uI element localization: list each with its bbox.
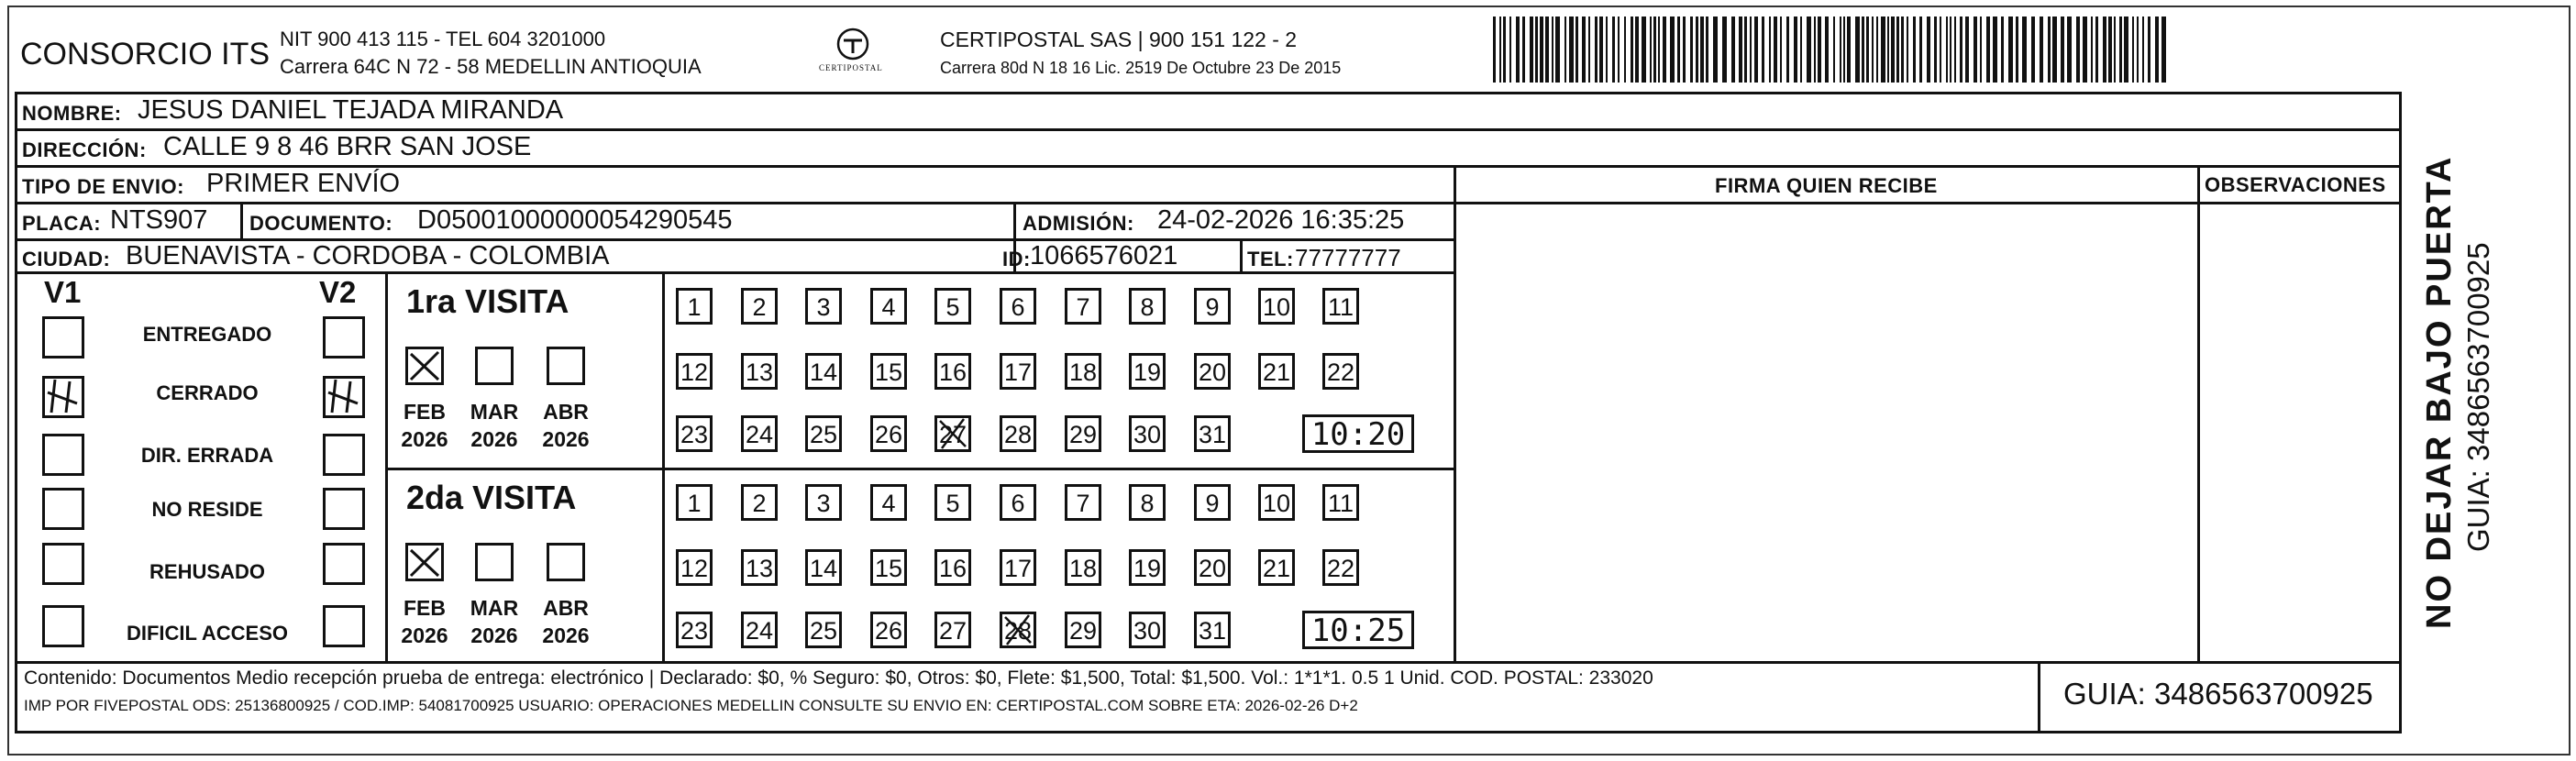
day-box[interactable]: 28 [1000,612,1036,648]
day-box[interactable]: 2 [741,484,778,521]
barcode-bar [2061,17,2064,83]
v1-checkbox[interactable] [42,434,84,476]
v2-checkbox[interactable] [323,488,365,530]
barcode-bar [1690,17,1693,83]
certipostal-line: CERTIPOSTAL SAS | 900 151 122 - 2 [940,28,1298,51]
v2-checkbox[interactable] [323,543,365,585]
barcode-bar [1606,17,1608,83]
barcode-bar [1807,17,1811,83]
day-box[interactable]: 9 [1194,288,1231,325]
day-box[interactable]: 21 [1258,353,1295,390]
rule [240,202,243,238]
day-box[interactable]: 25 [805,612,842,648]
rule [15,165,2399,168]
company-address: Carrera 64C N 72 - 58 MEDELLIN ANTIOQUIA [280,55,702,78]
barcode-bar [1713,17,1718,83]
barcode-bar [1599,17,1603,83]
rule [1454,165,1456,661]
barcode-bar [1588,17,1590,83]
rule [15,661,2402,664]
barcode-bar [2016,17,2018,83]
barcode-bar [1940,17,1941,83]
barcode-bar [2142,17,2144,83]
border-bottom [15,731,2402,733]
barcode-bar [1516,17,1520,83]
day-box[interactable]: 18 [1065,353,1101,390]
rule [15,128,2399,131]
rule [662,271,665,661]
day-box[interactable]: 26 [870,415,907,452]
month-checkbox-abr[interactable] [547,347,585,385]
barcode-bar [1642,17,1646,83]
footer-guia: GUIA: 3486563700925 [2063,677,2373,711]
day-box[interactable]: 9 [1194,484,1231,521]
day-box[interactable]: 25 [805,415,842,452]
day-box[interactable]: 3 [805,484,842,521]
barcode-bar [1739,17,1742,83]
barcode-bar [1950,17,1951,83]
barcode-bar [1754,17,1758,83]
tel-label: TEL: [1247,248,1294,270]
month-checkbox-mar[interactable] [475,347,514,385]
handwritten-x-mark [405,543,444,581]
day-box[interactable]: 2 [741,288,778,325]
ciudad-value: BUENAVISTA - CORDOBA - COLOMBIA [126,241,610,270]
day-box[interactable]: 19 [1129,549,1166,586]
day-box[interactable]: 31 [1194,612,1231,648]
placa-label: PLACA: [22,212,102,235]
rule [15,271,1456,274]
reason-label: CERRADO [156,381,259,404]
day-box[interactable]: 7 [1065,288,1101,325]
barcode-bar [1814,17,1816,83]
barcode-bar [2031,17,2035,83]
month-year: 2026 [470,427,518,451]
reason-label: DIFICIL ACCESO [126,622,289,645]
barcode-bar [2114,17,2116,83]
day-box[interactable]: 21 [1258,549,1295,586]
id-label: ID: [1002,248,1031,270]
month-year: 2026 [542,623,590,647]
barcode-bar [1663,17,1666,83]
barcode-bar [1919,17,1922,83]
barcode-bar [1530,17,1533,83]
admision-label: ADMISIÓN: [1023,212,1134,235]
firma-header: FIRMA QUIEN RECIBE [1715,174,1938,197]
side-guia: GUIA: 3486563700925 [2461,242,2495,552]
company-name: CONSORCIO ITS [20,37,271,72]
day-box[interactable]: 20 [1194,549,1231,586]
barcode-bar [1731,17,1735,83]
barcode-bar [1847,17,1851,83]
barcode-bar [1907,17,1908,83]
barcode-bar [2048,17,2051,83]
barcode-bar [1913,17,1916,83]
day-box[interactable]: 14 [805,353,842,390]
handwritten-check-mark [42,376,84,418]
barcode-bar [1650,17,1652,83]
day-box[interactable]: 8 [1129,288,1166,325]
documento-label: DOCUMENTO: [249,212,393,235]
day-box[interactable]: 13 [741,549,778,586]
barcode-bar [2155,17,2159,83]
barcode-bar [1833,17,1835,83]
id-value: 1066576021 [1030,241,1178,270]
day-box[interactable]: 4 [870,484,907,521]
barcode-bar [1762,17,1764,83]
barcode-bar [2137,17,2139,83]
certipostal-logo [812,26,894,79]
barcode-bar [1522,17,1525,83]
barcode-bar [2052,17,2057,83]
v1-checkbox[interactable] [42,316,84,358]
barcode-bar [2108,17,2112,83]
barcode-bar [2076,17,2080,83]
v1-checkbox[interactable] [42,543,84,585]
day-box[interactable]: 24 [741,612,778,648]
month-checkbox-feb[interactable] [405,543,444,581]
day-box[interactable]: 27 [934,415,971,452]
v1-checkbox[interactable] [42,605,84,647]
border-left [15,92,17,733]
day-box[interactable]: 12 [676,353,713,390]
tipo-label: TIPO DE ENVIO: [22,175,184,198]
month-name: FEB [404,400,446,424]
v2-checkbox[interactable] [323,376,365,418]
day-box[interactable]: 1 [676,288,713,325]
barcode-bar [1769,17,1771,83]
barcode-bar [1582,17,1586,83]
barcode-bar [1891,17,1895,83]
footer-contenido: Contenido: Documentos Medio recepción prueba de entrega: electrónico | Declarado: $0, % Seguro: $0, Otros: $0, Flete: $1,500, Total: $1,500. Vol.: 1*1*1. 0.5 1 Unid. COD. POSTAL: 233020 [24,667,1653,689]
handwritten-check-mark [323,376,365,418]
v2-checkbox[interactable] [323,316,365,358]
month-checkbox-feb[interactable] [405,347,444,385]
reason-label: NO RESIDE [151,498,263,521]
day-box[interactable]: 22 [1322,549,1359,586]
barcode-bar [1722,17,1727,83]
day-box[interactable]: 4 [870,288,907,325]
day-box[interactable]: 22 [1322,353,1359,390]
day-box[interactable]: 1 [676,484,713,521]
barcode-bar [2083,17,2087,83]
visit-title: 2da VISITA [406,479,577,516]
barcode-bar [1774,17,1777,83]
reason-label: REHUSADO [149,560,265,583]
day-box[interactable]: 23 [676,415,713,452]
day-box[interactable]: 10 [1258,484,1295,521]
v2-checkbox[interactable] [323,605,365,647]
barcode-bar [2119,17,2122,83]
barcode-bar [1866,17,1869,83]
day-box[interactable]: 3 [805,288,842,325]
barcode-bar [1658,17,1660,83]
barcode-bar [1946,17,1948,83]
barcode-bar [1564,17,1566,83]
barcode-bar [1973,17,1977,83]
barcode-bar [1954,17,1956,83]
border-right [2399,92,2402,733]
day-box[interactable]: 28 [1000,415,1036,452]
logo-caption: CERTIPOSTAL [819,63,883,72]
barcode-bar [1540,17,1543,83]
barcode-bar [1750,17,1752,83]
barcode-bar [1744,17,1747,83]
barcode-bar [2040,17,2043,83]
barcode-bar [1618,17,1620,83]
barcode-bar [1818,17,1821,83]
month-checkbox-abr[interactable] [547,543,585,581]
day-box[interactable]: 11 [1322,288,1359,325]
month-year: 2026 [542,427,590,451]
month-year: 2026 [401,623,448,647]
handwritten-x-mark [934,415,971,452]
barcode [1493,17,2172,83]
barcode-bar [1670,17,1675,83]
barcode-bar [1653,17,1656,83]
day-box[interactable]: 6 [1000,288,1036,325]
day-box[interactable]: 23 [676,612,713,648]
footer-imp: IMP POR FIVEPOSTAL ODS: 25136800925 / COD.IMP: 54081700925 USUARIO: OPERACIONES MEDELLIN CONSULTE SU ENVIO EN: CERTIPOSTAL.COM SOBRE ETA: 2026-02-26 D+2 [24,697,1358,714]
barcode-bar [1980,17,1982,83]
rule [385,271,388,661]
rule [2197,165,2200,661]
barcode-bar [1503,17,1506,83]
nombre-value: JESUS DANIEL TEJADA MIRANDA [138,95,564,125]
barcode-bar [2091,17,2093,83]
tel-value: 77777777 [1295,244,1401,271]
rule [1240,238,1243,271]
barcode-bar [1700,17,1704,83]
barcode-bar [1545,17,1549,83]
barcode-bar [2022,17,2027,83]
month-year: 2026 [470,623,518,647]
day-box[interactable]: 18 [1065,549,1101,586]
v1-header: V1 [44,275,82,309]
day-box[interactable]: 27 [934,612,971,648]
admision-value: 24-02-2026 16:35:25 [1157,205,1405,235]
handwritten-x-mark [405,347,444,385]
day-box[interactable]: 11 [1322,484,1359,521]
documento-value: D05001000000054290545 [417,205,733,235]
barcode-bar [1855,17,1860,83]
v2-checkbox[interactable] [323,434,365,476]
nit-line: NIT 900 413 115 - TEL 604 3201000 [280,28,606,50]
border-top [15,92,2399,94]
barcode-bar [1780,17,1782,83]
barcode-bar [1706,17,1708,83]
barcode-bar [1896,17,1899,83]
barcode-bar [1635,17,1639,83]
barcode-bar [1800,17,1802,83]
tipo-value: PRIMER ENVÍO [206,169,401,198]
visit-title: 1ra VISITA [406,282,569,320]
day-box[interactable]: 29 [1065,612,1101,648]
observaciones-header: OBSERVACIONES [2205,173,2386,196]
certipostal-address: Carrera 80d N 18 16 Lic. 2519 De Octubre 23 De 2015 [940,59,1342,77]
day-box[interactable]: 30 [1129,612,1166,648]
rule [385,468,1454,470]
day-box[interactable]: 24 [741,415,778,452]
barcode-bar [2095,17,2098,83]
barcode-bar [1840,17,1841,83]
day-box[interactable]: 13 [741,353,778,390]
day-box[interactable]: 14 [805,549,842,586]
barcode-bar [2103,17,2106,83]
barcode-bar [1696,17,1698,83]
reason-label: ENTREGADO [142,323,272,346]
barcode-bar [1862,17,1864,83]
day-box[interactable]: 7 [1065,484,1101,521]
placa-value: NTS907 [110,205,208,235]
day-box[interactable]: 17 [1000,353,1036,390]
barcode-bar [1509,17,1511,83]
visit-time[interactable]: 10:20 [1302,414,1414,453]
ciudad-label: CIUDAD: [22,248,111,270]
v2-header: V2 [319,275,357,309]
day-box[interactable]: 20 [1194,353,1231,390]
barcode-bar [1934,17,1937,83]
barcode-bar [1535,17,1538,83]
barcode-bar [2124,17,2128,83]
barcode-bar [1677,17,1680,83]
barcode-bar [1612,17,1615,83]
barcode-bar [1887,17,1889,83]
v1-checkbox[interactable] [42,488,84,530]
day-box[interactable]: 12 [676,549,713,586]
day-box[interactable]: 5 [934,288,971,325]
day-box[interactable]: 10 [1258,288,1295,325]
reason-label: DIR. ERRADA [140,444,274,467]
barcode-bar [2132,17,2134,83]
barcode-bar [1595,17,1598,83]
barcode-bar [1552,17,1553,83]
nombre-label: NOMBRE: [22,102,122,125]
barcode-bar [1872,17,1874,83]
barcode-bar [1794,17,1797,83]
barcode-bar [1927,17,1930,83]
day-box[interactable]: 31 [1194,415,1231,452]
day-box[interactable]: 29 [1065,415,1101,452]
barcode-bar [2148,17,2150,83]
barcode-bar [1825,17,1829,83]
barcode-bar [1843,17,1845,83]
barcode-bar [1493,17,1496,83]
day-box[interactable]: 15 [870,549,907,586]
month-name: FEB [404,596,446,620]
barcode-bar [1624,17,1626,83]
day-box[interactable]: 5 [934,484,971,521]
day-box[interactable]: 6 [1000,484,1036,521]
barcode-bar [1499,17,1501,83]
month-name: MAR [470,400,519,424]
barcode-bar [1555,17,1560,83]
barcode-bar [1575,17,1578,83]
rule [2399,128,2402,132]
barcode-bar [1786,17,1789,83]
day-box[interactable]: 19 [1129,353,1166,390]
barcode-bar [1901,17,1904,83]
barcode-bar [1569,17,1574,83]
barcode-bar [2067,17,2072,83]
barcode-bar [1993,17,1997,83]
barcode-bar [1631,17,1633,83]
barcode-bar [1960,17,1962,83]
barcode-bar [1986,17,1990,83]
v1-checkbox[interactable] [42,376,84,418]
side-notice: NO DEJAR BAJO PUERTA [2420,155,2459,629]
direccion-label: DIRECCIÓN: [22,138,147,161]
month-name: ABR [543,400,589,424]
day-box[interactable]: 17 [1000,549,1036,586]
rule [15,202,2399,204]
barcode-bar [1683,17,1686,83]
day-box[interactable]: 30 [1129,415,1166,452]
day-box[interactable]: 15 [870,353,907,390]
month-name: MAR [470,596,519,620]
visit-time[interactable]: 10:25 [1302,611,1414,649]
handwritten-x-mark [1000,612,1036,648]
barcode-bar [2001,17,2004,83]
day-box[interactable]: 16 [934,549,971,586]
month-year: 2026 [401,427,448,451]
barcode-bar [2161,17,2166,83]
month-name: ABR [543,596,589,620]
rule [2038,661,2040,731]
direccion-value: CALLE 9 8 46 BRR SAN JOSE [163,132,532,161]
barcode-bar [1876,17,1878,83]
month-checkbox-mar[interactable] [475,543,514,581]
barcode-bar [1965,17,1969,83]
day-box[interactable]: 16 [934,353,971,390]
barcode-bar [1881,17,1885,83]
barcode-bar [2008,17,2013,83]
day-box[interactable]: 8 [1129,484,1166,521]
day-box[interactable]: 26 [870,612,907,648]
